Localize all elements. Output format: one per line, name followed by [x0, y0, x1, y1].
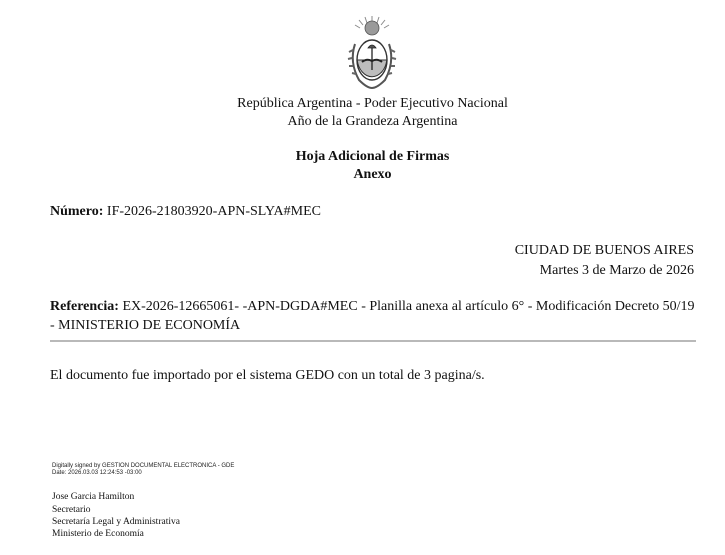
document-number-label: Número: — [50, 204, 104, 219]
digital-signature-stamp — [52, 463, 234, 477]
reference-text: EX-2026-12665061- -APN-DGDA#MEC - Planilla anexa al artículo 6° - Modificación Decreto 50/19 - MINISTERIO DE ECONOMÍA — [50, 299, 695, 333]
header-line-1: República Argentina - Poder Ejecutivo Nacional — [237, 96, 508, 111]
digital-signature-date: Date: 2026.03.03 12:24:53 -03:00 — [52, 470, 142, 476]
reference-label: Referencia: — [50, 299, 119, 314]
digital-signature-line: Digitally signed by GESTION DOCUMENTAL ELECTRONICA - GDE — [52, 463, 235, 469]
signer-name: Jose Garcia Hamilton — [52, 492, 135, 502]
city: CIUDAD DE BUENOS AIRES — [514, 243, 694, 258]
signer-role: Secretario — [52, 505, 91, 515]
document-title: Hoja Adicional de Firmas — [295, 149, 450, 164]
header-line-2: Año de la Grandeza Argentina — [287, 114, 458, 129]
document-number — [50, 204, 321, 220]
document-subtitle: Anexo — [353, 167, 392, 182]
reference — [50, 297, 700, 335]
document-date: Martes 3 de Marzo de 2026 — [539, 263, 694, 278]
coat-of-arms-icon — [345, 14, 399, 92]
body-text: El documento fue importado por el sistema GEDO con un total de 3 pagina/s. — [50, 368, 485, 383]
signer-ministry: Ministerio de Economía — [52, 529, 144, 539]
signer-office: Secretaría Legal y Administrativa — [52, 517, 180, 527]
divider — [50, 340, 696, 342]
document-number-value: IF-2026-21803920-APN-SLYA#MEC — [106, 204, 321, 219]
